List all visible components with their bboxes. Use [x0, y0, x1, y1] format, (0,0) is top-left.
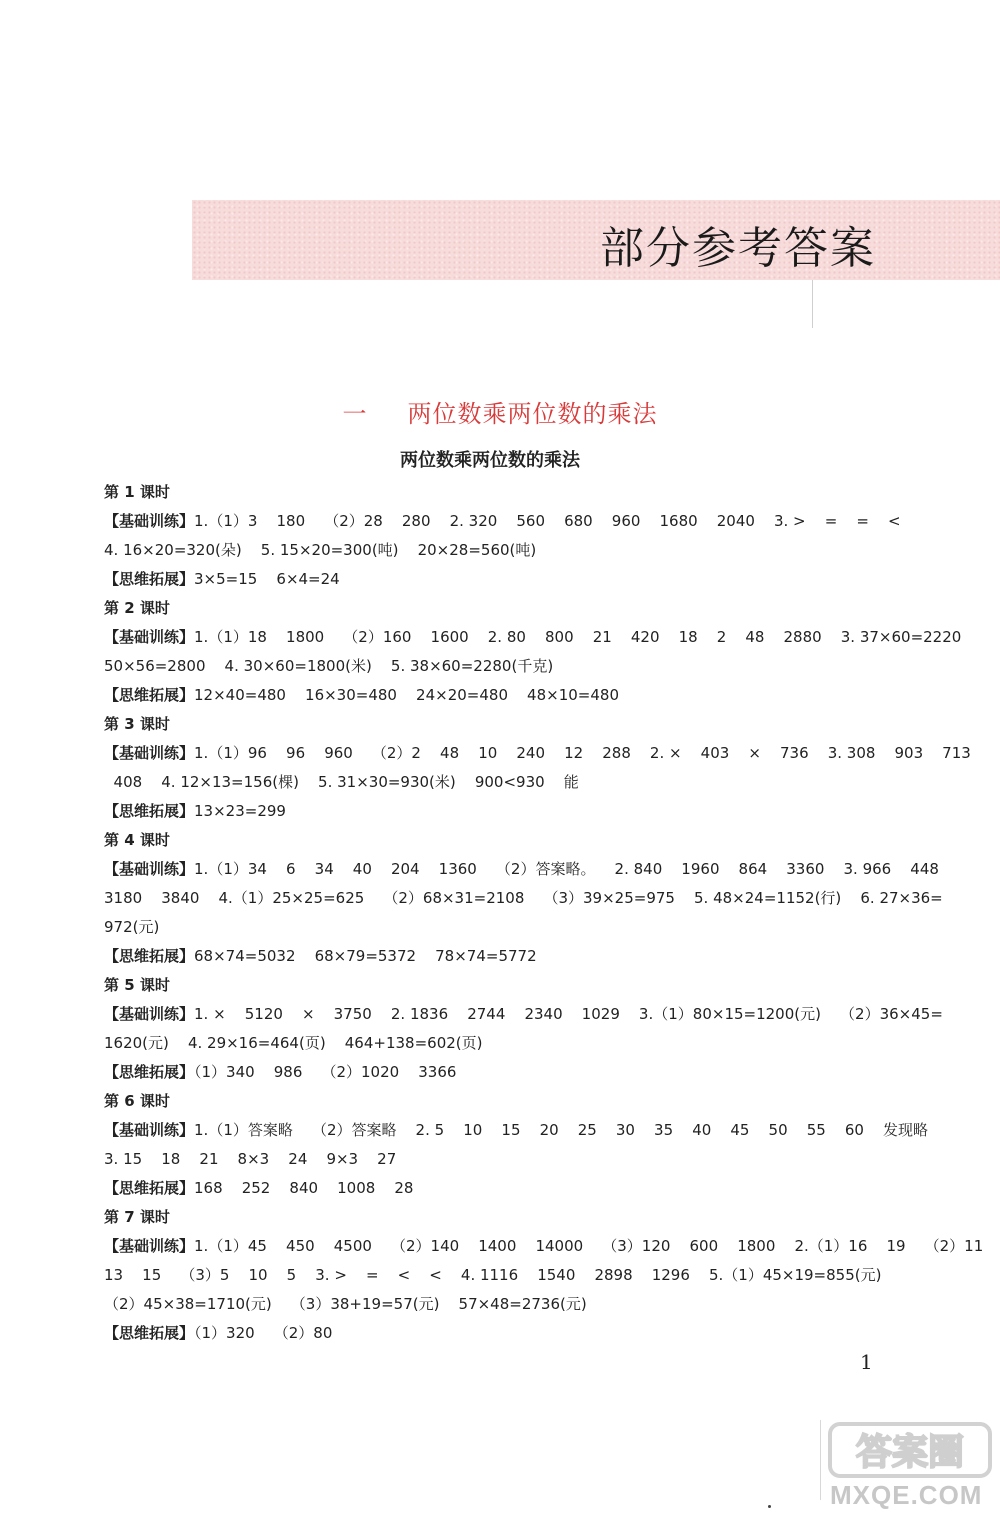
- title-banner: [192, 200, 1000, 280]
- answer-line: [104, 1145, 894, 1174]
- answer-text: 3. 15 18 21 8×3 24 9×3 27: [104, 1150, 397, 1168]
- answer-text: 50×56=2800 4. 30×60=1800(米) 5. 38×60=2280(千克): [104, 657, 554, 675]
- section-tag: 【基础训练】: [104, 1121, 195, 1139]
- answer-line: [104, 536, 894, 565]
- answer-line: [104, 1116, 929, 1145]
- answer-text: （2）45×38=1710(元) （3）38+19=57(元) 57×48=2736(元): [104, 1295, 587, 1313]
- answer-text: 1.（1）18 1800 （2）160 1600 2. 80 800 21 420 18 2 48 2880 3. 37×60=2220: [194, 628, 962, 646]
- section-tag: 【思维拓展】: [104, 1179, 195, 1197]
- answer-text: 13×23=299: [194, 802, 286, 820]
- answer-line: [104, 1290, 894, 1319]
- chapter-name: 两位数乘两位数的乘法: [407, 400, 658, 428]
- answer-line: [104, 1232, 984, 1261]
- lesson-heading: 第 6 课时: [104, 1092, 170, 1110]
- answer-line: [104, 507, 901, 536]
- answer-text: 1.（1）3 180 （2）28 280 2. 320 560 680 960 1680 2040 3. > = = <: [194, 512, 901, 530]
- answer-line: [104, 652, 894, 681]
- page-number: 1: [860, 1350, 873, 1374]
- answer-text: 168 252 840 1008 28: [194, 1179, 414, 1197]
- section-tag: 【思维拓展】: [104, 947, 195, 965]
- answer-text: 1. × 5120 × 3750 2. 1836 2744 2340 1029 3.（1）80×15=1200(元) （2）36×45=: [194, 1005, 943, 1023]
- answer-text: （1）340 986 （2）1020 3366: [194, 1063, 457, 1081]
- answer-line: [104, 884, 943, 913]
- section-tag: 【基础训练】: [104, 628, 195, 646]
- answer-line: [104, 913, 894, 942]
- answer-text: （1）320 （2）80: [194, 1324, 333, 1342]
- answer-text: 4. 16×20=320(朵) 5. 15×20=300(吨) 20×28=560(吨): [104, 541, 537, 559]
- answer-text: 68×74=5032 68×79=5372 78×74=5772: [194, 947, 537, 965]
- answer-text: 1.（1）答案略 （2）答案略 2. 5 10 15 20 25 30 35 40 45 50 55 60 发现略: [194, 1121, 929, 1139]
- lesson-heading: 第 1 课时: [104, 483, 170, 501]
- banner-title: 部分参考答案: [600, 223, 876, 274]
- lesson-heading: 第 4 课时: [104, 831, 170, 849]
- answer-line: [104, 623, 962, 652]
- section-tag: 【思维拓展】: [104, 1324, 195, 1342]
- answer-text: 408 4. 12×13=156(棵) 5. 31×30=930(米) 900<930 能: [104, 773, 579, 791]
- answer-line: [104, 1319, 894, 1348]
- answer-line: [104, 1000, 943, 1029]
- section-tag: 【基础训练】: [104, 1005, 195, 1023]
- section-tag: 【思维拓展】: [104, 802, 195, 820]
- answer-line: [104, 739, 971, 768]
- answer-line: [104, 1058, 894, 1087]
- answer-content: [104, 478, 984, 1348]
- answer-line: [104, 1261, 894, 1290]
- watermark-logo-icon: [828, 1418, 992, 1482]
- answer-text: 3×5=15 6×4=24: [194, 570, 340, 588]
- answer-line: [104, 1029, 894, 1058]
- lesson-heading: 第 7 课时: [104, 1208, 170, 1226]
- section-tag: 【思维拓展】: [104, 1063, 195, 1081]
- section-tag: 【思维拓展】: [104, 686, 195, 704]
- watermark: [820, 1410, 1000, 1515]
- watermark-site: MXQE.COM: [830, 1480, 983, 1510]
- chapter-title: [0, 394, 1000, 429]
- page-dot: [768, 1505, 771, 1508]
- answer-line: [104, 681, 894, 710]
- answer-text: 12×40=480 16×30=480 24×20=480 48×10=480: [194, 686, 619, 704]
- answer-text: 1620(元) 4. 29×16=464(页) 464+138=602(页): [104, 1034, 483, 1052]
- answer-text: 972(元): [104, 918, 160, 936]
- lesson-heading: 第 5 课时: [104, 976, 170, 994]
- answer-line: [104, 797, 894, 826]
- answer-text: 1.（1）34 6 34 40 204 1360 （2）答案略。 2. 840 1960 864 3360 3. 966 448: [194, 860, 939, 878]
- answer-line: [104, 768, 894, 797]
- answer-text: 13 15 （3）5 10 5 3. > = < < 4. 1116 1540 2898 1296 5.（1）45×19=855(元): [104, 1266, 882, 1284]
- answer-line: [104, 1174, 894, 1203]
- section-tag: 【基础训练】: [104, 1237, 195, 1255]
- section-title: 两位数乘两位数的乘法: [400, 450, 580, 471]
- watermark-logo-text: 答案圈: [855, 1432, 965, 1473]
- answer-line: [104, 565, 894, 594]
- answer-text: 1.（1）45 450 4500 （2）140 1400 14000 （3）120 600 1800 2.（1）16 19 （2）11: [194, 1237, 984, 1255]
- answer-line: [104, 855, 939, 884]
- section-tag: 【思维拓展】: [104, 570, 195, 588]
- answer-text: 3180 3840 4.（1）25×25=625 （2）68×31=2108 （3）39×25=975 5. 48×24=1152(行) 6. 27×36=: [104, 889, 943, 907]
- answer-line: [104, 942, 894, 971]
- section-tag: 【基础训练】: [104, 744, 195, 762]
- section-tag: 【基础训练】: [104, 512, 195, 530]
- lesson-heading: 第 3 课时: [104, 715, 170, 733]
- lesson-heading: 第 2 课时: [104, 599, 170, 617]
- chapter-number: 一: [342, 400, 368, 428]
- answer-text: 1.（1）96 96 960 （2）2 48 10 240 12 288 2. × 403 × 736 3. 308 903 713: [194, 744, 971, 762]
- section-tag: 【基础训练】: [104, 860, 195, 878]
- divider-line: [812, 280, 813, 328]
